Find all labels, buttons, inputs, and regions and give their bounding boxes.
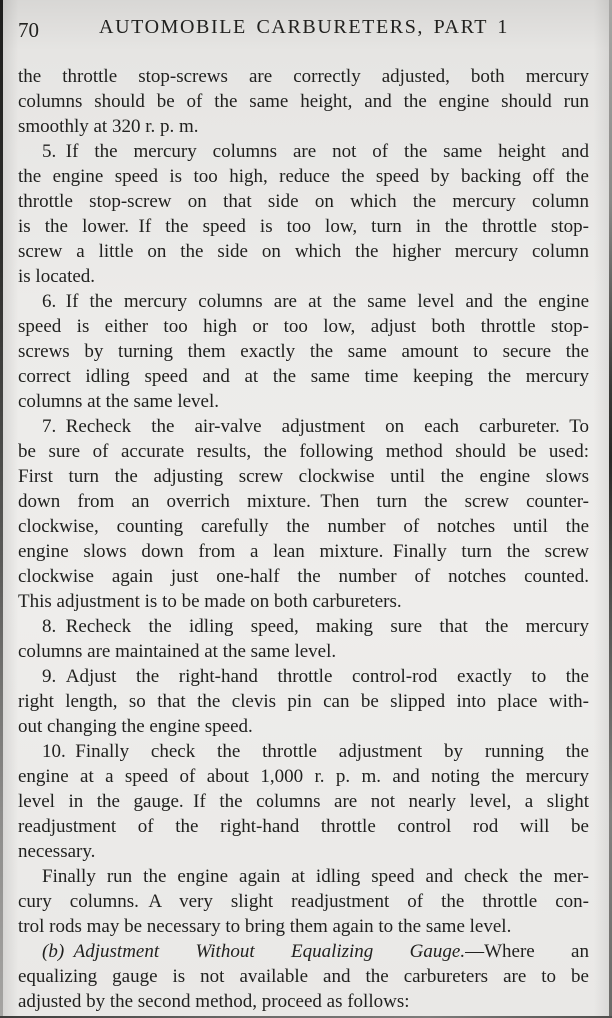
- text-line: speed is either too high or too low, adjust both throttle stop-: [18, 316, 589, 337]
- text-line: right length, so that the clevis pin can be slipped into place with-: [18, 691, 589, 712]
- text-line: screw a little on the side on which the higher mercury column: [18, 241, 589, 262]
- text-line: adjusted by the second method, proceed as follows:: [18, 991, 410, 1012]
- italic-text: (b) Adjustment Without Equalizing Gauge.: [42, 941, 466, 962]
- paragraph: [18, 664, 589, 739]
- text-line: engine slows down from a lean mixture. Finally turn the screw: [18, 541, 589, 562]
- text-line: throttle stop-screw on that side on which the mercury column: [18, 191, 589, 212]
- paragraph: [18, 139, 589, 289]
- text-line: be sure of accurate results, the following method should be used:: [18, 441, 589, 462]
- text-line: clockwise again just one-half the number of notches counted.: [18, 566, 589, 587]
- paragraph: [18, 614, 589, 664]
- text-line: 8. Recheck the idling speed, making sure that the mercury: [42, 616, 589, 637]
- text-line: level in the gauge. If the columns are not nearly level, a slight: [18, 791, 589, 812]
- paragraph: [18, 414, 589, 614]
- paragraph: [18, 939, 589, 1014]
- text-line: cury columns. A very slight readjustment of the throttle con-: [18, 891, 589, 912]
- text-line: columns should be of the same height, and the engine should run: [18, 91, 589, 112]
- text-line: is the lower. If the speed is too low, turn in the throttle stop-: [18, 216, 589, 237]
- scan-edge-left: [0, 0, 3, 1018]
- text-line: down from an overrich mixture. Then turn the screw counter-: [18, 491, 589, 512]
- paragraph: [18, 64, 589, 139]
- header-title: AUTOMOBILE CARBURETERS, PART 1: [99, 16, 509, 38]
- paragraph: [18, 739, 589, 864]
- text-line: First turn the adjusting screw clockwise until the engine slows: [18, 466, 589, 487]
- text-line: 6. If the mercury columns are at the same level and the engine: [42, 291, 589, 312]
- text-line: columns at the same level.: [18, 391, 220, 412]
- text-line: trol rods may be necessary to bring them again to the same level.: [18, 916, 512, 937]
- paragraph: [18, 289, 589, 414]
- text-line: the throttle stop-screws are correctly adjusted, both mercury: [18, 66, 589, 87]
- text-line: correct idling speed and at the same time keeping the mercury: [18, 366, 589, 387]
- text-line: equalizing gauge is not available and the carbureters are to be: [18, 966, 589, 987]
- page-number: 70: [18, 18, 39, 42]
- text-line: 9. Adjust the right-hand throttle control-rod exactly to the: [42, 666, 589, 687]
- text-segment: —Where an: [465, 941, 589, 962]
- text-line: [18, 939, 589, 964]
- text-line: Finally run the engine again at idling speed and check the mer-: [42, 866, 589, 887]
- text-line: the engine speed is too high, reduce the speed by backing off the: [18, 166, 589, 187]
- paragraph: [18, 864, 589, 939]
- text-line: readjustment of the right-hand throttle control rod will be: [18, 816, 589, 837]
- text-line: 10. Finally check the throttle adjustment by running the: [42, 741, 589, 762]
- text-line: necessary.: [18, 841, 96, 862]
- text-line: 7. Recheck the air-valve adjustment on each carbureter. To: [42, 416, 589, 437]
- running-header: [18, 16, 590, 46]
- page-body: [18, 64, 589, 1014]
- text-line: clockwise, counting carefully the number of notches until the: [18, 516, 589, 537]
- text-line: engine at a speed of about 1,000 r. p. m. and noting the mercury: [18, 766, 589, 787]
- text-line: screws by turning them exactly the same amount to secure the: [18, 341, 589, 362]
- text-line: smoothly at 320 r. p. m.: [18, 116, 199, 137]
- text-line: out changing the engine speed.: [18, 716, 253, 737]
- text-line: columns are maintained at the same level.: [18, 641, 337, 662]
- text-line: 5. If the mercury columns are not of the same height and: [42, 141, 589, 162]
- text-line: This adjustment is to be made on both carbureters.: [18, 591, 402, 612]
- text-line: is located.: [18, 266, 96, 287]
